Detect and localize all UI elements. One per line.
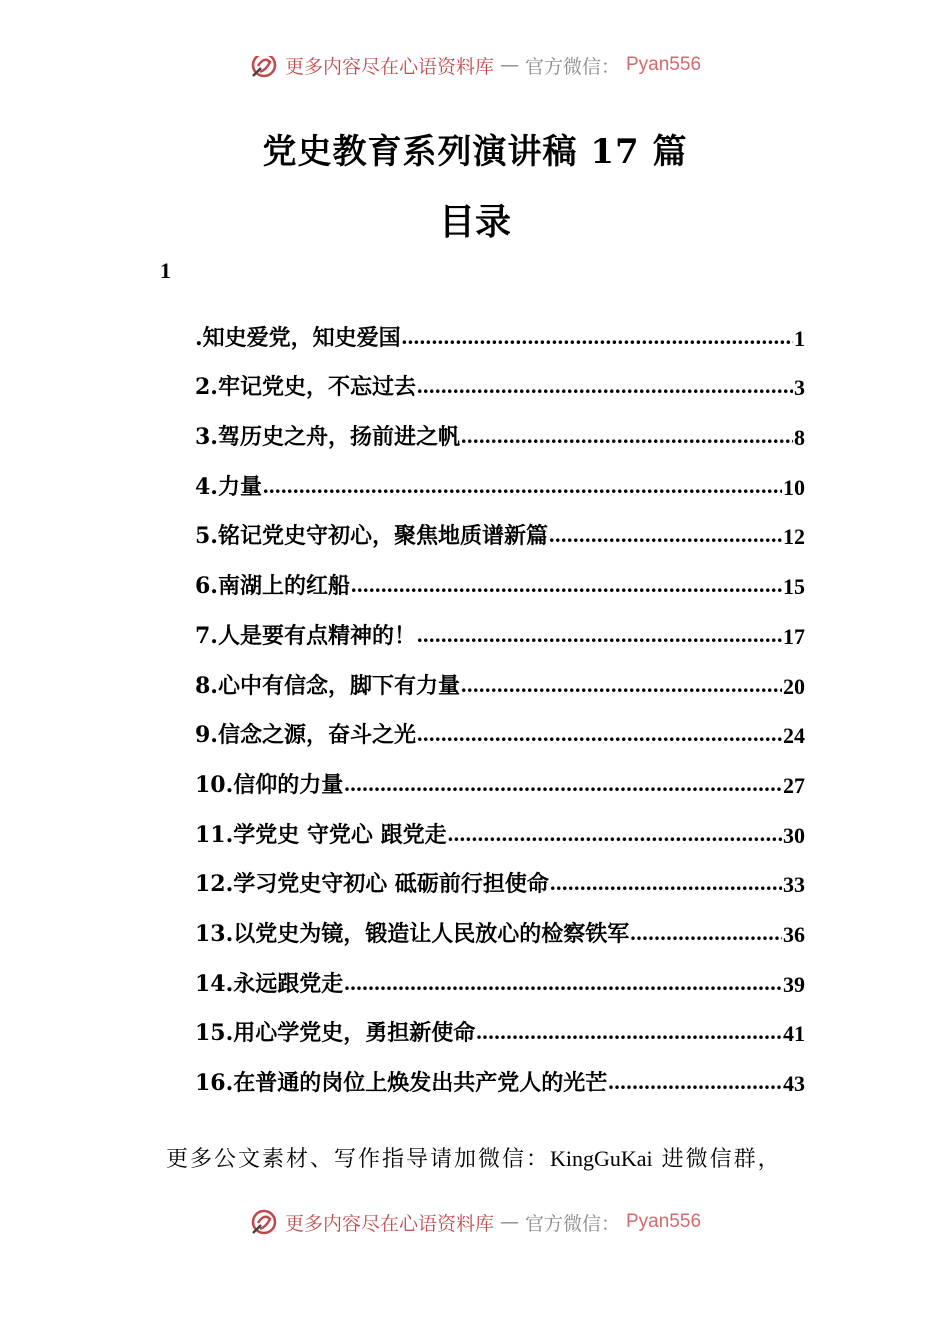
toc-leader-dots	[461, 674, 782, 700]
toc-entry[interactable]	[195, 799, 805, 849]
toc-entry-title: 10.信仰的力量	[195, 771, 344, 798]
bottom-watermark	[0, 1204, 950, 1240]
toc-entry[interactable]	[195, 600, 805, 650]
toc-leader-dots	[344, 972, 782, 998]
toc-entry-title: 9.信念之源，奋斗之光	[195, 722, 416, 749]
watermark-label: 官方微信：	[524, 1212, 620, 1235]
toc-entry-page: 8	[794, 425, 805, 451]
top-watermark	[0, 56, 950, 86]
toc-entry[interactable]	[195, 700, 805, 750]
table-of-contents	[195, 302, 805, 1097]
footer-wechat-id: KingGuKai	[550, 1146, 653, 1171]
toc-leader-dots	[549, 524, 782, 550]
brand-logo-icon	[249, 56, 279, 80]
toc-entry-page: 39	[783, 971, 805, 997]
toc-entry-title: 5.铭记党史守初心，聚焦地质谱新篇	[195, 523, 548, 550]
toc-entry-title: 2.牢记党史，不忘过去	[195, 374, 416, 401]
toc-entry[interactable]	[195, 749, 805, 799]
toc-leader-dots	[351, 574, 782, 600]
toc-entry-page: 41	[783, 1021, 805, 1047]
toc-leader-dots	[550, 872, 782, 898]
toc-leader-dots	[448, 823, 782, 849]
toc-entry[interactable]	[195, 302, 805, 352]
toc-entry[interactable]	[195, 550, 805, 600]
toc-leader-dots	[417, 723, 782, 749]
footer-note	[166, 1142, 782, 1173]
toc-leader-dots	[417, 375, 793, 401]
toc-entry-title: 14.永远跟党走	[195, 970, 344, 997]
toc-entry[interactable]	[195, 998, 805, 1048]
toc-entry-page: 15	[783, 574, 805, 600]
toc-entry-title: 6.南湖上的红船	[195, 573, 350, 600]
toc-entry-title: 12.学习党史守初心 砥砺前行担使命	[195, 871, 549, 898]
watermark-text: 更多内容尽在心语资料库	[284, 56, 494, 78]
toc-entry[interactable]	[195, 401, 805, 451]
toc-leader-dots	[417, 624, 782, 650]
toc-entry-title: 4.力量	[195, 473, 262, 500]
toc-entry-page: 12	[783, 524, 805, 550]
toc-entry[interactable]	[195, 898, 805, 948]
toc-entry[interactable]	[195, 451, 805, 501]
toc-entry-title: 8.心中有信念，脚下有力量	[195, 672, 460, 699]
toc-entry-title: 13.以党史为镜，锻造让人民放心的检察铁军	[195, 920, 630, 947]
toc-leader-dots	[608, 1071, 782, 1097]
watermark-label: 官方微信：	[524, 56, 620, 78]
toc-entry-page: 33	[783, 872, 805, 898]
document-title: 党史教育系列演讲稿 17 篇	[262, 132, 688, 172]
toc-entry[interactable]	[195, 948, 805, 998]
toc-entry-page: 20	[783, 673, 805, 699]
toc-entry-title: 15.用心学党史，勇担新使命	[195, 1020, 476, 1047]
toc-entry[interactable]	[195, 849, 805, 899]
toc-entry-title: .知史爱党，知史爱国	[195, 324, 401, 351]
watermark-separator: —	[499, 1211, 519, 1233]
toc-entry-title: 16.在普通的岗位上焕发出共产党人的光芒	[195, 1070, 608, 1096]
toc-leader-dots	[402, 326, 793, 352]
toc-entry-page: 24	[783, 723, 805, 749]
toc-entry-page: 3	[794, 375, 805, 401]
toc-entry-page: 17	[783, 623, 805, 649]
toc-entry-page: 10	[783, 474, 805, 500]
toc-entry-title: 3.驾历史之舟，扬前进之帆	[195, 424, 460, 451]
toc-entry-page: 43	[783, 1071, 805, 1096]
toc-entry-page: 1	[794, 325, 805, 351]
footer-suffix: 进微信群，	[661, 1147, 782, 1172]
toc-leader-dots	[461, 425, 793, 451]
watermark-separator: —	[499, 56, 519, 76]
toc-entry-page: 30	[783, 822, 805, 848]
toc-leader-dots	[344, 773, 782, 799]
watermark-text: 更多内容尽在心语资料库	[284, 1212, 494, 1235]
toc-entry[interactable]	[195, 501, 805, 551]
toc-entry[interactable]	[195, 650, 805, 700]
toc-leader-dots	[630, 922, 782, 948]
toc-entry-title: 7.人是要有点精神的！	[195, 622, 416, 649]
toc-entry[interactable]	[195, 352, 805, 402]
toc-leader-dots	[263, 475, 782, 501]
footer-prefix: 更多公文素材、写作指导请加微信：	[166, 1147, 551, 1172]
toc-heading: 目录	[438, 201, 511, 243]
toc-entry[interactable]	[195, 1047, 805, 1097]
watermark-wechat-id: Pyan556	[626, 1211, 702, 1232]
toc-entry-title: 11.学党史 守党心 跟党走	[195, 821, 447, 848]
toc-entry-page: 27	[783, 772, 805, 798]
watermark-wechat-id: Pyan556	[626, 56, 702, 75]
toc-entry-page: 36	[783, 921, 805, 947]
section-number: 1	[160, 258, 171, 283]
brand-logo-icon	[249, 1207, 279, 1237]
toc-leader-dots	[476, 1021, 782, 1047]
